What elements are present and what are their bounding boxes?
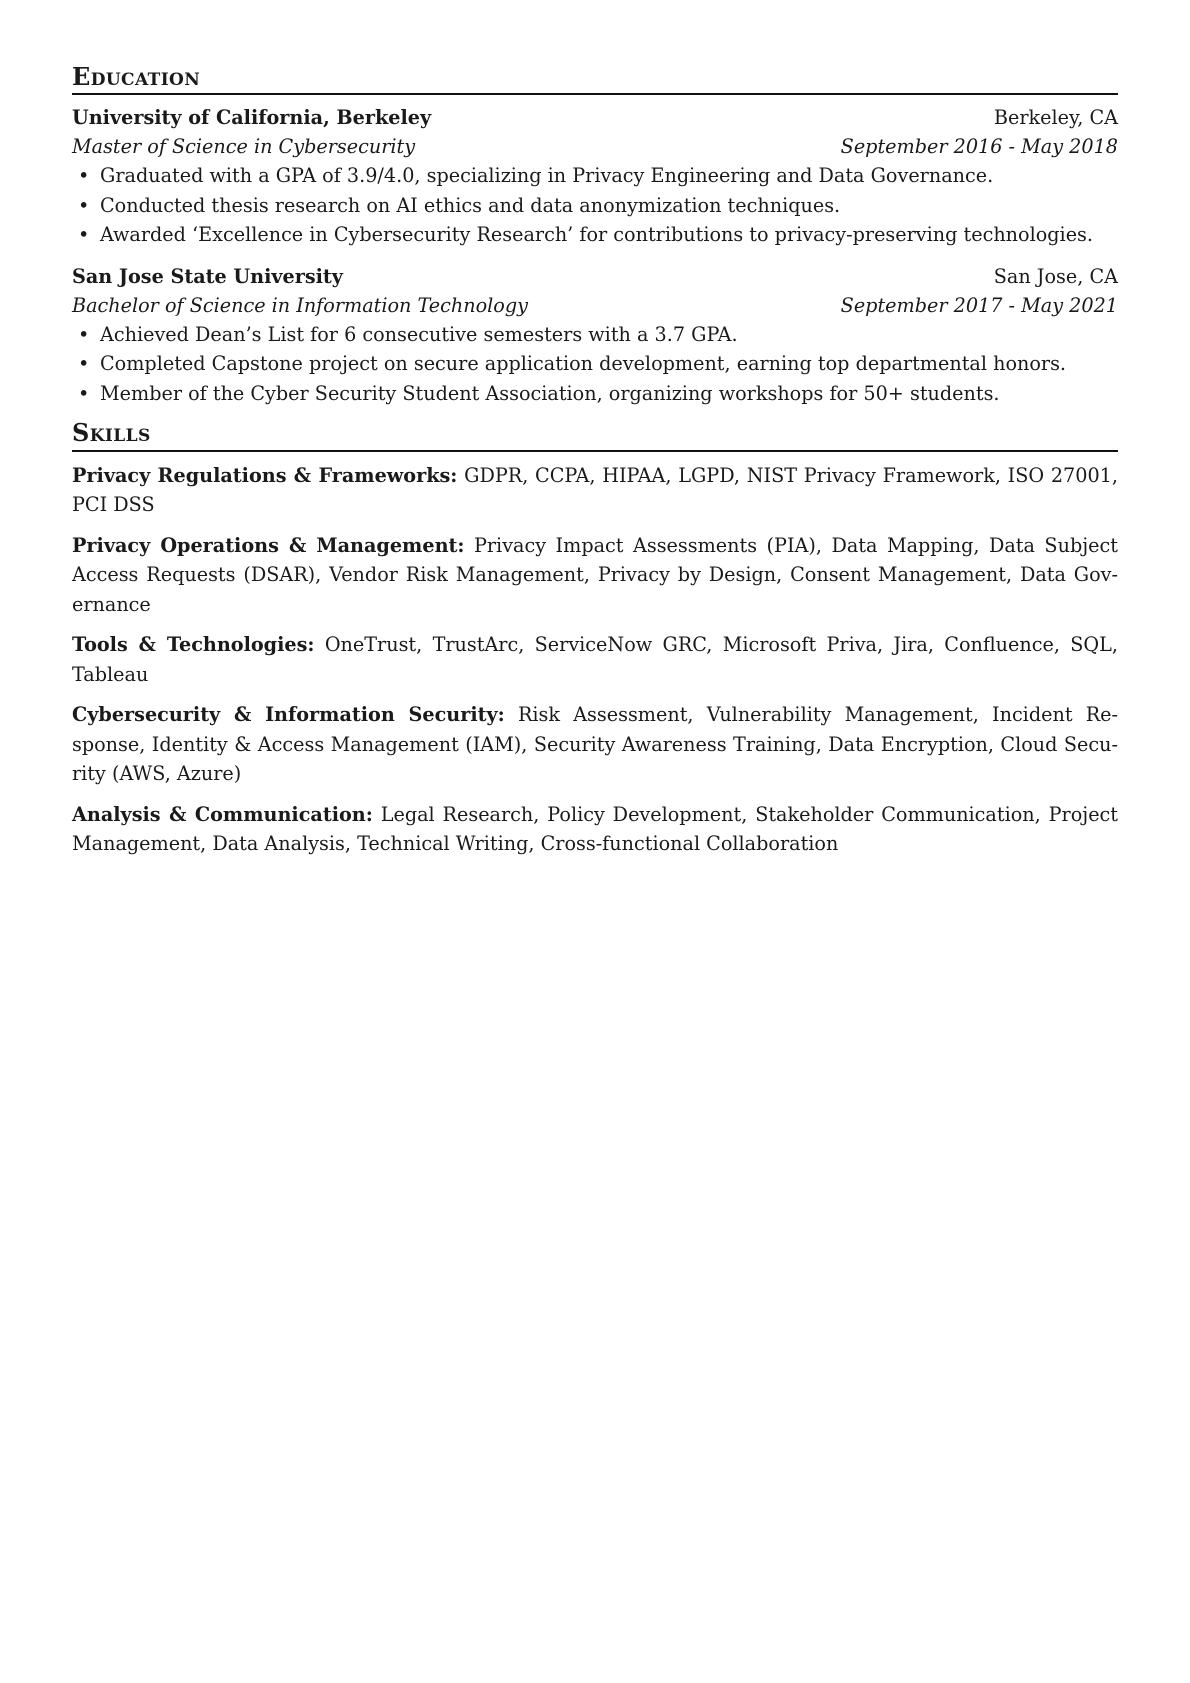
skill-group [72, 531, 1118, 620]
skills-heading: Skills [72, 420, 1118, 451]
degree-title: Master of Science in Cybersecurity [72, 135, 416, 159]
education-section [72, 64, 1118, 408]
skill-category-label: Privacy Operations & Management: [72, 533, 465, 557]
institution-name: University of California, Berkeley [72, 106, 432, 130]
entry-subheader-row [72, 291, 1118, 320]
degree-dates: September 2016 - May 2018 [840, 135, 1118, 159]
skill-group [72, 630, 1118, 689]
skills-section [72, 420, 1118, 858]
achievement-item: • Conducted thesis research on AI ethics and data anonymization techniques. [72, 191, 1118, 221]
degree-dates: September 2017 - May 2021 [840, 293, 1118, 317]
institution-location: San Jose, CA [993, 264, 1118, 288]
entry-header-row [72, 103, 1118, 132]
achievement-item: • Member of the Cyber Security Student Association, organizing workshops for 50+ students. [72, 379, 1118, 409]
skill-category-items: Legal Research, Policy Development, Stakeholder Communication, Project Management, Data Analysis, Technical Writing, Cross-functional Collaboration [72, 802, 1119, 856]
entry-subheader-row [72, 132, 1118, 161]
skill-category-items: Risk Assessment, Vulnerability Management, Incident Response, Identity & Access Management (IAM), Security Awareness Training, Data Encryption, Cloud Security (AWS, Azure) [72, 703, 1119, 786]
skill-category-items: GDPR, CCPA, HIPAA, LGPD, NIST Privacy Framework, ISO 27001, PCI DSS [72, 463, 1118, 517]
achievement-item: • Awarded ‘Excellence in Cybersecurity Research’ for contributions to privacy-preserving technologies. [72, 220, 1118, 250]
achievement-list [72, 161, 1118, 250]
achievement-item: • Graduated with a GPA of 3.9/4.0, specializing in Privacy Engineering and Data Governance. [72, 161, 1118, 191]
skill-group [72, 700, 1118, 789]
skill-category-items: Privacy Impact Assessments (PIA), Data Mapping, Data Subject Access Requests (DSAR), Vendor Risk Management, Privacy by Design, Consent Management, Data Governance [72, 533, 1118, 616]
skills-list [72, 461, 1118, 859]
education-entry [72, 262, 1118, 409]
skill-group [72, 461, 1118, 520]
institution-location: Berkeley, CA [993, 106, 1118, 130]
skill-category-label: Cybersecurity & Information Security: [72, 703, 505, 727]
skill-group [72, 800, 1118, 859]
skill-category-label: Privacy Regulations & Frameworks: [72, 463, 458, 487]
degree-title: Bachelor of Science in Information Technology [72, 293, 528, 317]
entry-header-row [72, 262, 1118, 291]
skill-category-items: OneTrust, TrustArc, ServiceNow GRC, Microsoft Priva, Jira, Confluence, SQL, Tableau [72, 633, 1119, 686]
skill-category-label: Analysis & Communication: [72, 802, 373, 826]
education-entry [72, 103, 1118, 250]
institution-name: San Jose State University [72, 264, 343, 288]
skill-category-label: Tools & Technologies: [72, 633, 315, 657]
achievement-item: • Achieved Dean’s List for 6 consecutive semesters with a 3.7 GPA. [72, 320, 1118, 350]
achievement-list [72, 320, 1118, 409]
education-heading: Education [72, 64, 1118, 95]
resume-page [72, 64, 1118, 871]
achievement-item: • Completed Capstone project on secure application development, earning top departmental honors. [72, 349, 1118, 379]
